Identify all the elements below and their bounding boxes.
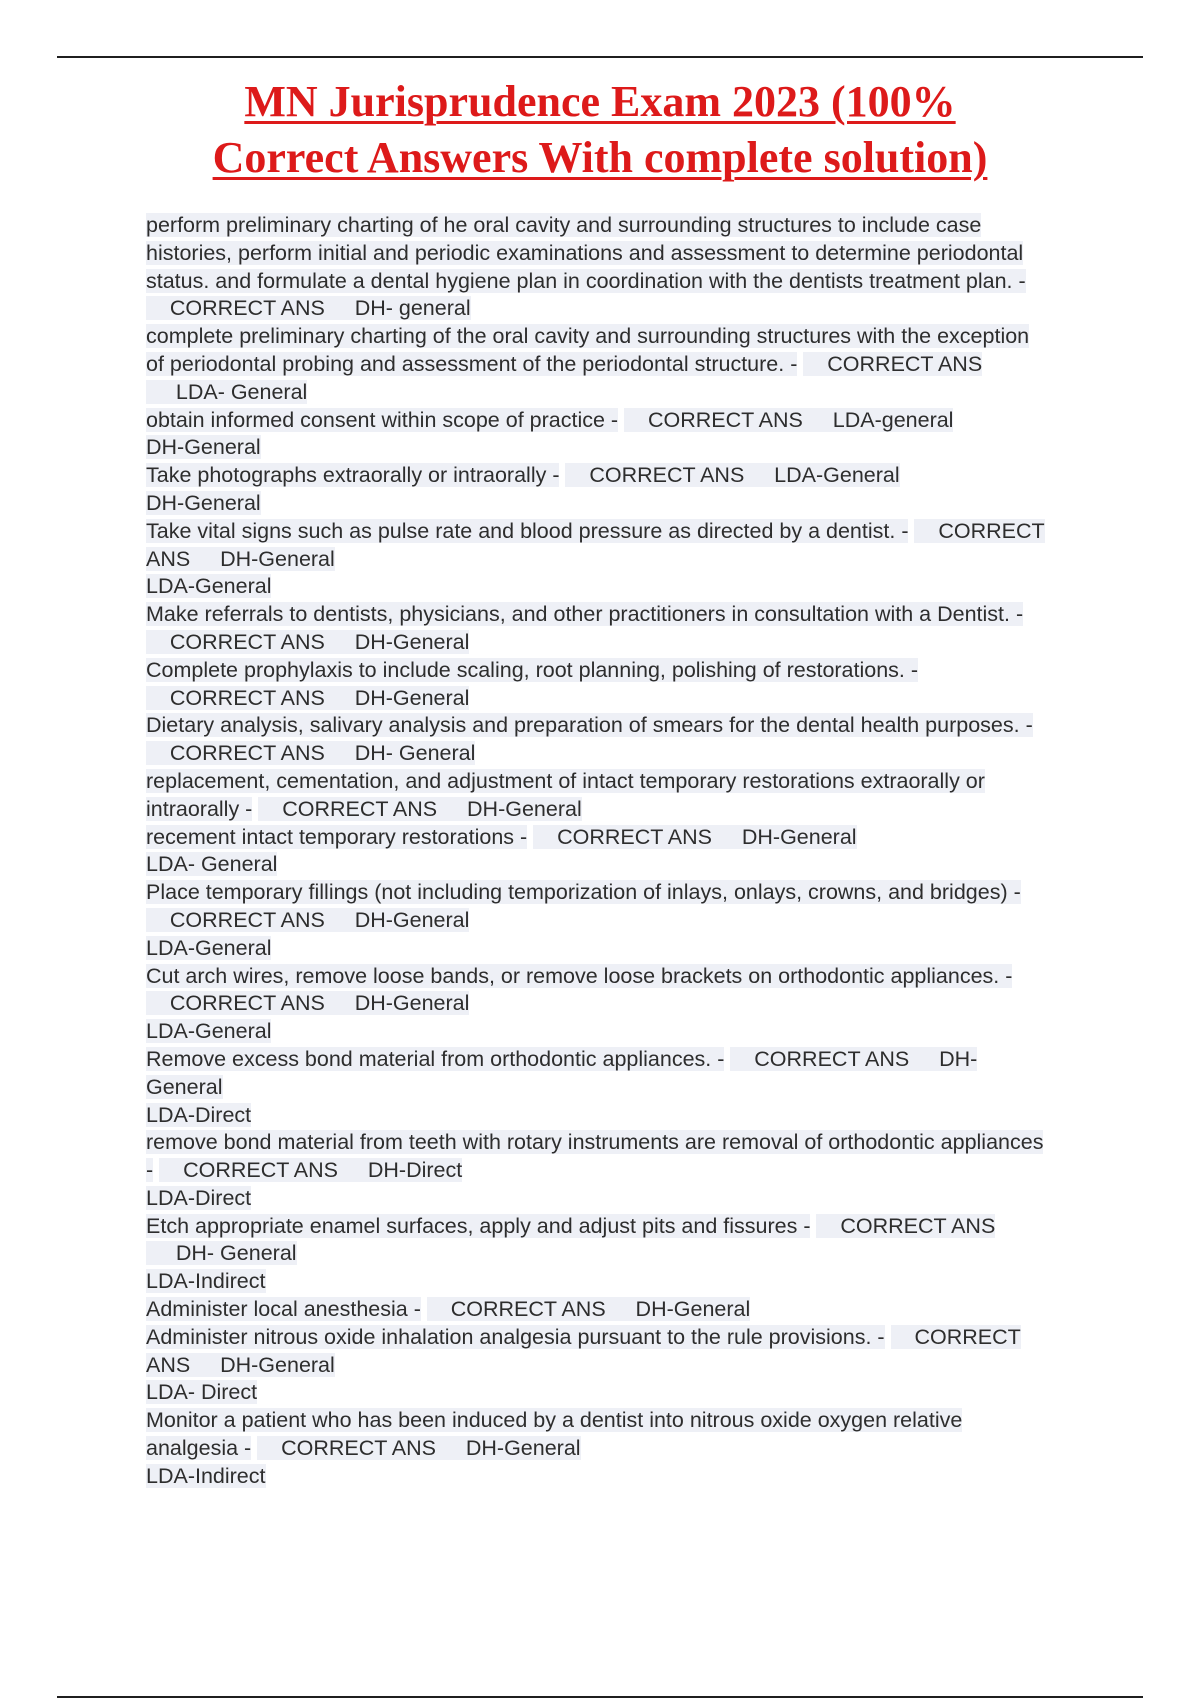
qa-entry xyxy=(146,1407,1046,1490)
qa-entry xyxy=(146,1213,1046,1296)
qa-entry xyxy=(146,407,1046,463)
question-text: Place temporary fillings (not including temporization of inlays, onlays, crowns, and bridges) - xyxy=(146,880,1021,905)
answer-text: LDA- General xyxy=(175,379,308,404)
question-text: replacement, cementation, and adjustment of intact temporary restorations extraorally or intraorally - xyxy=(146,768,985,821)
top-rule xyxy=(57,56,1143,58)
answer-marker: CORRECT ANS xyxy=(840,1213,996,1238)
answer-line xyxy=(146,573,1046,601)
qa-entry xyxy=(146,879,1046,962)
question-text: recement intact temporary restorations - xyxy=(146,824,528,849)
answer-marker: CORRECT ANS xyxy=(450,1297,606,1322)
qa-entry xyxy=(146,1296,1046,1324)
answer-marker: CORRECT ANS xyxy=(647,407,803,432)
answer-line xyxy=(146,1185,1046,1213)
question-text: remove bond material from teeth with rotary instruments are removal of orthodontic appliances - xyxy=(146,1130,1044,1183)
answer-text: LDA-general xyxy=(832,407,954,432)
answer-extra: LDA-Indirect xyxy=(146,1269,266,1294)
question-text: Make referrals to dentists, physicians, and other practitioners in consultation with a Dentist. - xyxy=(146,602,1024,627)
qa-entry xyxy=(146,1129,1046,1212)
answer-extra: LDA-Direct xyxy=(146,1185,252,1210)
answer-marker: CORRECT ANS xyxy=(169,991,325,1016)
answer-text: DH- General xyxy=(146,1046,978,1099)
answer-extra: DH-General xyxy=(146,435,261,460)
answer-text: DH-General xyxy=(635,1297,751,1322)
question-text: Administer local anesthesia - xyxy=(146,1297,421,1322)
answer-line xyxy=(146,1102,1046,1130)
question-text: Dietary analysis, salivary analysis and preparation of smears for the dental health purposes. - xyxy=(146,713,1033,738)
qa-entry xyxy=(146,518,1046,601)
answer-line xyxy=(146,490,1046,518)
question-text: complete preliminary charting of the oral cavity and surrounding structures with the exception of periodontal probing and assessment of the periodontal structure. - xyxy=(146,324,1030,376)
answer-line xyxy=(146,1463,1046,1491)
answer-text: DH-General xyxy=(741,824,857,849)
title-line-1: MN Jurisprudence Exam 2023 (100% xyxy=(244,77,956,126)
answer-marker: CORRECT ANS xyxy=(827,351,983,376)
qa-list xyxy=(146,212,1046,1491)
answer-marker: CORRECT ANS xyxy=(589,463,745,488)
answer-text: DH-General xyxy=(465,1436,581,1461)
question-text: Etch appropriate enamel surfaces, apply and adjust pits and fissures - xyxy=(146,1213,811,1238)
bottom-rule xyxy=(57,1696,1143,1698)
answer-extra: LDA-General xyxy=(146,1019,272,1044)
page-title xyxy=(100,74,1100,186)
answer-marker: CORRECT ANS xyxy=(169,296,325,321)
qa-entry xyxy=(146,1324,1046,1407)
answer-marker: CORRECT ANS xyxy=(146,1324,1021,1377)
answer-line xyxy=(146,1379,1046,1407)
answer-marker: CORRECT ANS xyxy=(557,824,712,849)
answer-text: DH- General xyxy=(354,741,476,766)
answer-text: DH-General xyxy=(220,1352,335,1377)
qa-entry xyxy=(146,212,1046,323)
answer-extra: LDA- Direct xyxy=(146,1380,258,1405)
qa-entry xyxy=(146,712,1046,768)
answer-marker: CORRECT ANS xyxy=(169,741,325,766)
answer-extra: LDA-General xyxy=(146,935,272,960)
qa-entry xyxy=(146,1046,1046,1129)
answer-line xyxy=(146,434,1046,462)
answer-text: DH-General xyxy=(354,629,470,654)
answer-extra: LDA-Indirect xyxy=(146,1463,266,1488)
answer-line xyxy=(146,1018,1046,1046)
qa-entry xyxy=(146,824,1046,880)
answer-extra: DH-General xyxy=(146,490,261,515)
answer-text: LDA-General xyxy=(774,463,900,488)
answer-extra: LDA-General xyxy=(146,574,272,599)
answer-marker: CORRECT ANS xyxy=(183,1158,338,1183)
answer-marker: CORRECT ANS xyxy=(146,518,1045,571)
answer-text: DH-Direct xyxy=(367,1158,463,1183)
answer-text: DH- general xyxy=(354,296,471,321)
answer-text: DH-General xyxy=(220,546,335,571)
question-text: Complete prophylaxis to include scaling, root planning, polishing of restorations. - xyxy=(146,657,919,682)
question-text: Monitor a patient who has been induced by a dentist into nitrous oxide oxygen relative analgesia - xyxy=(146,1408,963,1461)
question-text: obtain informed consent within scope of practice - xyxy=(146,407,619,432)
answer-marker: CORRECT ANS xyxy=(281,1436,436,1461)
answer-extra: LDA- General xyxy=(146,852,278,877)
qa-entry xyxy=(146,768,1046,824)
title-line-2: Correct Answers With complete solution) xyxy=(212,133,988,182)
answer-marker: CORRECT ANS xyxy=(169,907,325,932)
question-text: Cut arch wires, remove loose bands, or remove loose brackets on orthodontic appliances. - xyxy=(146,963,1013,988)
answer-marker: CORRECT ANS xyxy=(169,685,325,710)
answer-marker: CORRECT ANS xyxy=(282,796,438,821)
answer-line xyxy=(146,851,1046,879)
answer-text: DH-General xyxy=(354,907,470,932)
qa-entry xyxy=(146,323,1046,406)
question-text: perform preliminary charting of he oral cavity and surrounding structures to include case histories, perform initial and periodic examinations and assessment to determine periodontal status. and formulate a dental hygiene plan in coordination with the dentists treatment plan. - xyxy=(146,213,1026,293)
qa-entry xyxy=(146,963,1046,1046)
answer-marker: CORRECT ANS xyxy=(169,629,325,654)
qa-entry xyxy=(146,462,1046,518)
answer-text: DH- General xyxy=(175,1241,297,1266)
question-text: Remove excess bond material from orthodontic appliances. - xyxy=(146,1046,725,1071)
question-text: Administer nitrous oxide inhalation analgesia pursuant to the rule provisions. - xyxy=(146,1324,885,1349)
answer-line xyxy=(146,1268,1046,1296)
qa-entry xyxy=(146,601,1046,657)
answer-text: DH-General xyxy=(467,796,582,821)
answer-marker: CORRECT ANS xyxy=(754,1046,910,1071)
answer-text: DH-General xyxy=(354,991,470,1016)
question-text: Take photographs extraorally or intraorally - xyxy=(146,463,560,488)
answer-text: DH-General xyxy=(354,685,470,710)
answer-extra: LDA-Direct xyxy=(146,1102,252,1127)
qa-entry xyxy=(146,657,1046,713)
question-text: Take vital signs such as pulse rate and blood pressure as directed by a dentist. - xyxy=(146,518,909,543)
answer-line xyxy=(146,935,1046,963)
